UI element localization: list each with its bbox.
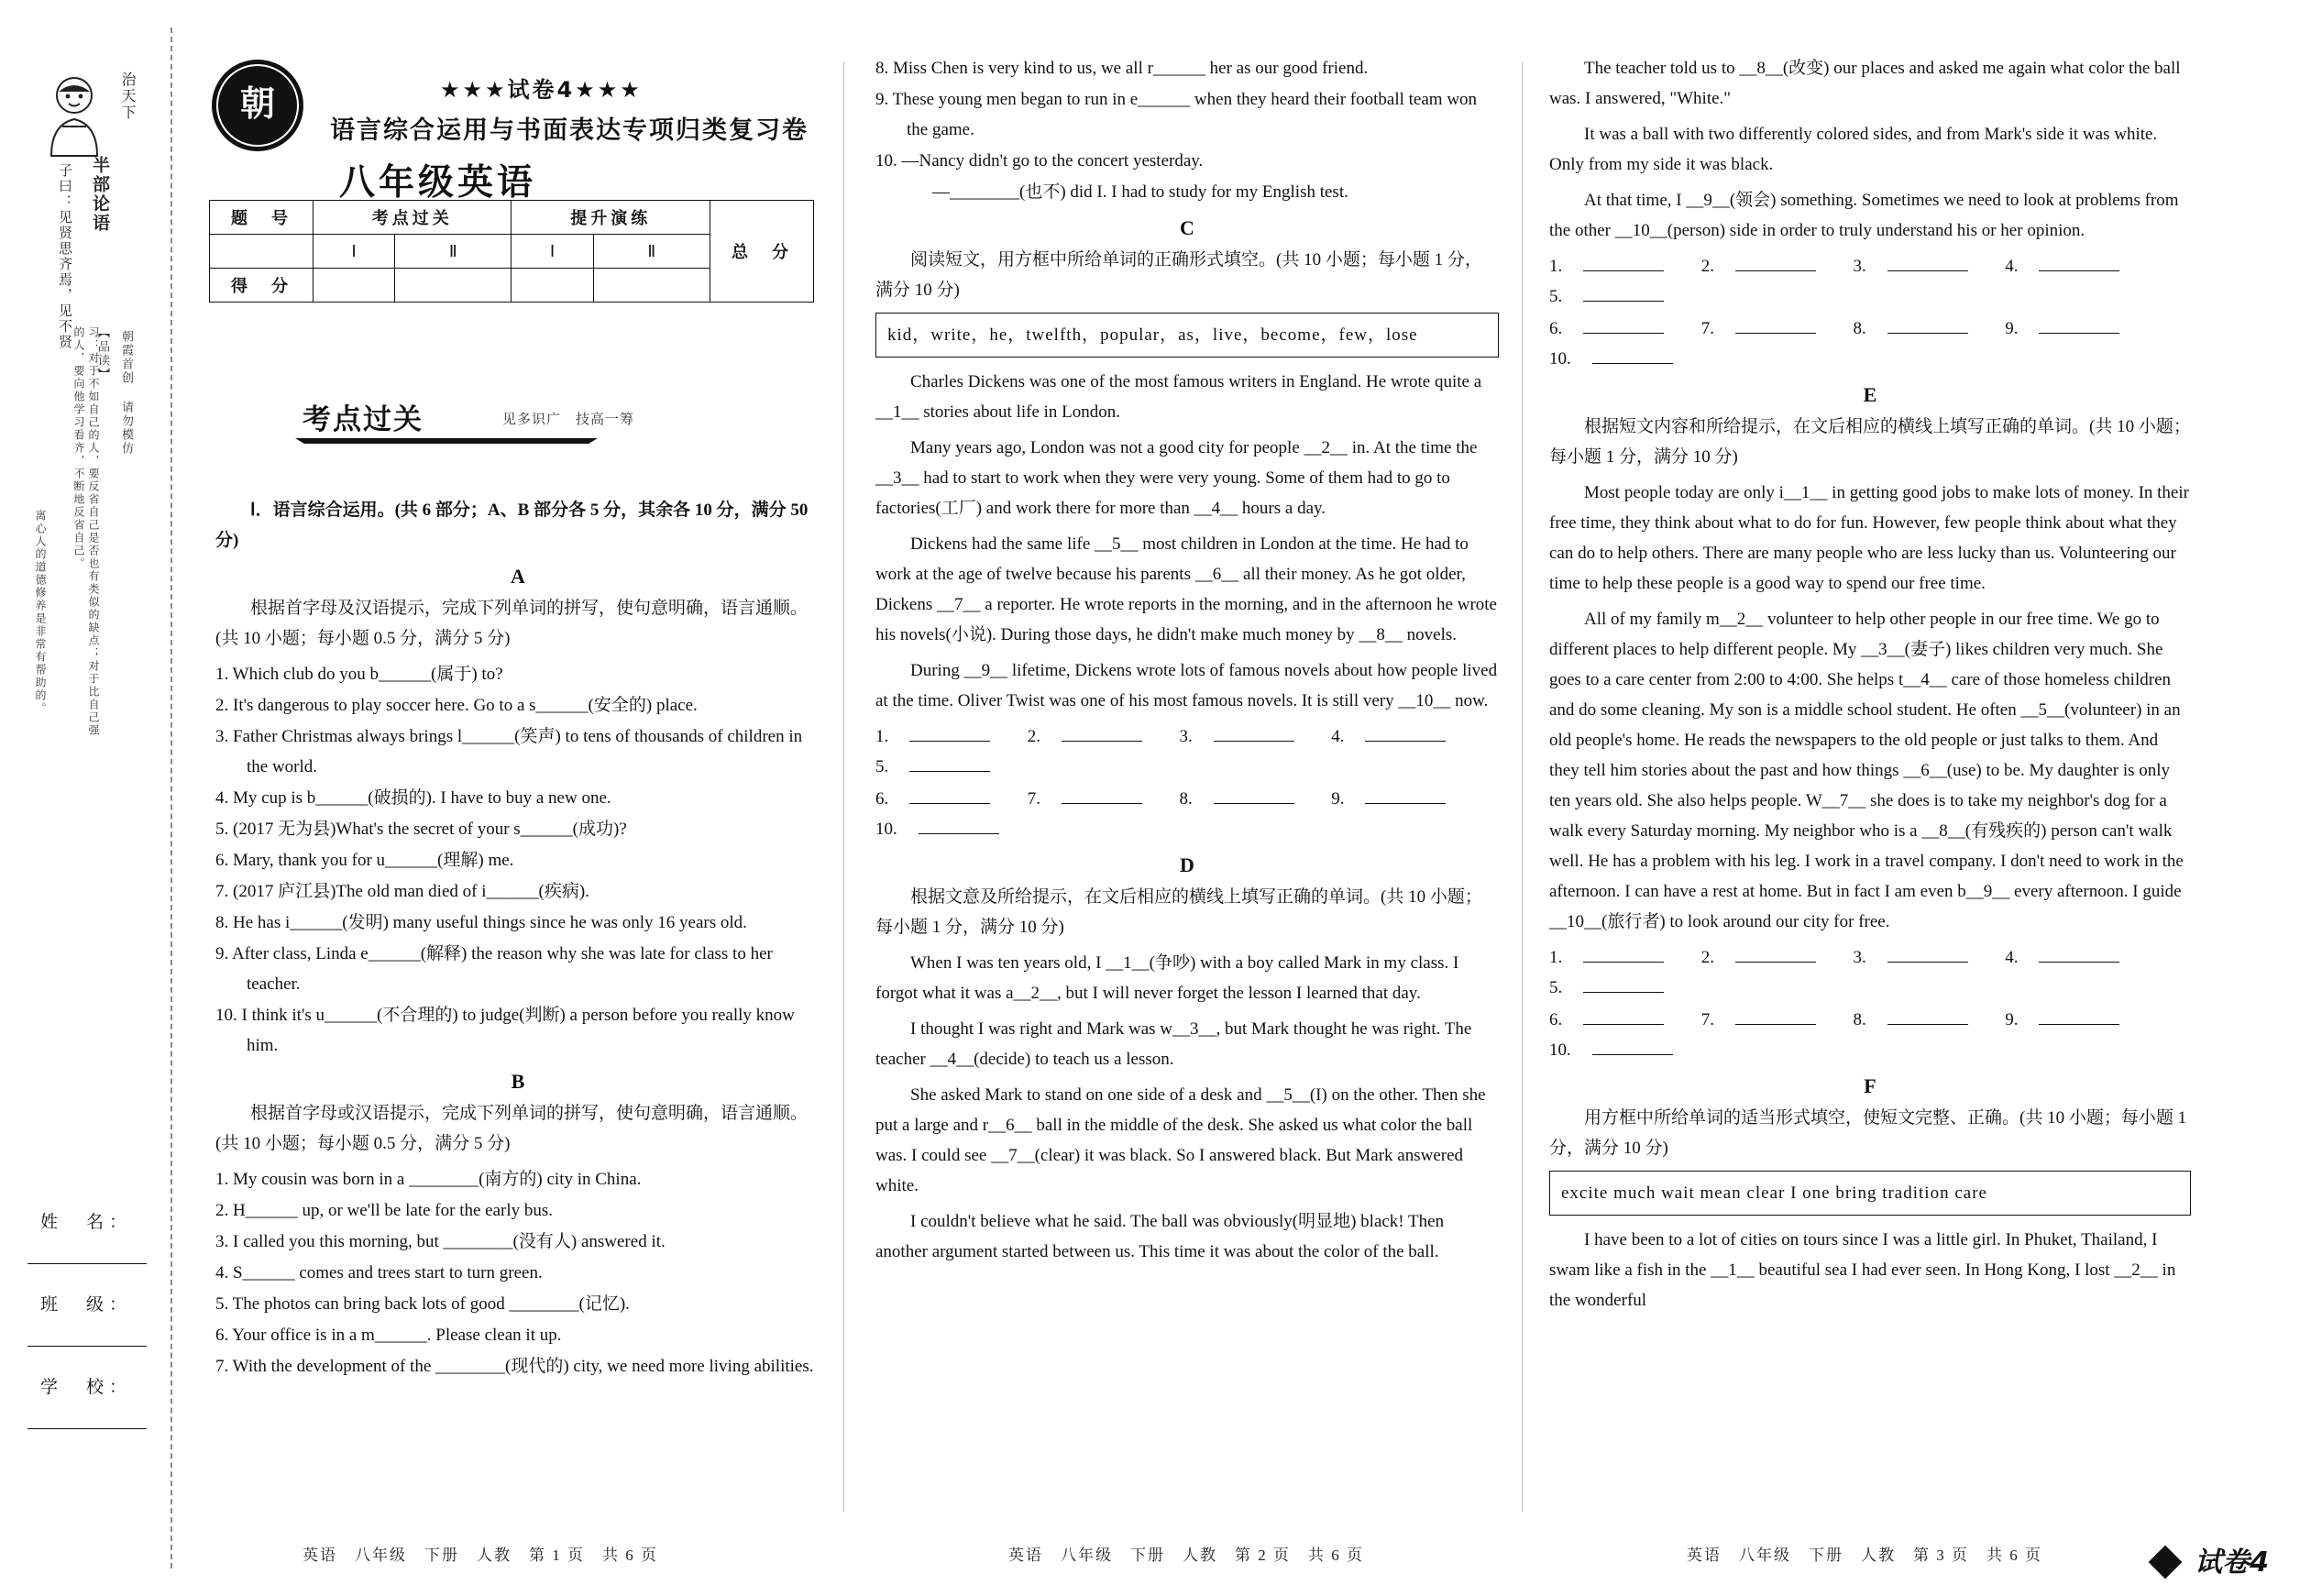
student-class-label: 班 级： — [40, 1295, 133, 1315]
answer-slot: 1. — [875, 721, 1007, 752]
part-b-question-list — [215, 1164, 820, 1381]
score-table-sub-0: Ⅰ — [314, 235, 395, 269]
left-vertical-text-4: 朝霞首创 请勿模仿 — [120, 330, 134, 456]
list-item: 3. I called you this morning, but ________(没有人) answered it. — [215, 1232, 666, 1251]
part-d-paragraph-6: It was a ball with two differently colored sides, and from Mark's side it was white. Only from my side it was black. — [1549, 125, 2158, 174]
list-item: 6. Your office is in a m______. Please clean it up. — [215, 1326, 562, 1345]
student-school-label: 学 校： — [40, 1378, 133, 1397]
column-1 — [215, 495, 820, 1382]
svg-text:朝: 朝 — [239, 83, 276, 124]
answer-slot: 5. — [1549, 973, 1680, 1003]
part-d-answer-row-2[interactable] — [1549, 314, 2191, 374]
list-item: 4. My cup is b______(破损的). I have to buy a new one. — [215, 788, 611, 808]
cut-line-divider — [171, 28, 172, 1568]
student-school-line[interactable] — [28, 1428, 147, 1429]
left-vertical-text-2: 半部论语 — [90, 156, 109, 233]
answer-slot: 6. — [1549, 1005, 1680, 1035]
score-table-group-0: 考点过关 — [314, 201, 512, 235]
score-table-group-1: 提升演练 — [512, 201, 710, 235]
left-vertical-text-3: 子曰：见贤思齐焉，见不贤 — [57, 163, 72, 350]
part-a-heading: A — [511, 565, 525, 588]
part-f-paragraph-1: I have been to a lot of cities on tours since I was a little girl. In Phuket, Thailand, I swam like a fish in the __1__ beautiful sea I had ever seen. In Hong Kong, I lost __2__ in the wonderful — [1549, 1230, 2176, 1310]
footer-page-1: 英语 八年级 下册 人教 第 1 页 共 6 页 — [303, 1546, 658, 1564]
left-vertical-text-1: 治天下 — [119, 72, 135, 121]
mascot-icon — [39, 72, 110, 160]
answer-slot: 5. — [1549, 281, 1680, 312]
keypoint-underline — [295, 438, 598, 444]
part-a-question-list — [215, 659, 820, 1061]
part-d-paragraph-1: When I was ten years old, I __1__(争吵) with a boy called Mark in my class. I forgot what it was a__2__, but I will never forget the lesson I learned that day. — [875, 953, 1459, 1003]
list-item: 5. (2017 无为县)What's the secret of your s______(成功)? — [215, 820, 627, 839]
list-item: 2. It's dangerous to play soccer here. Go to a s______(安全的) place. — [215, 696, 698, 715]
answer-slot: 10. — [1549, 1035, 1689, 1065]
answer-slot: 3. — [1854, 251, 1985, 281]
list-item: 1. My cousin was born in a ________(南方的) city in China. — [215, 1170, 642, 1189]
answer-slot: 10. — [1549, 344, 1689, 374]
part-c-instructions: 阅读短文，用方框中所给单词的正确形式填空。(共 10 小题；每小题 1 分，满分 10 分) — [875, 250, 1482, 300]
part-d-heading: D — [1180, 853, 1194, 876]
part-d-paragraph-5: The teacher told us to __8__(改变) our places and asked me again what color the ball was. I answered, "White." — [1549, 59, 2181, 108]
student-name-label: 姓 名： — [40, 1213, 133, 1232]
answer-slot: 7. — [1701, 314, 1832, 344]
left-margin-strip — [0, 0, 174, 1596]
part-e-heading: E — [1863, 383, 1877, 406]
score-table-row-label-1: 得 分 — [210, 269, 314, 303]
list-item: 2. H______ up, or we'll be late for the early bus. — [215, 1201, 554, 1220]
section-1-heading: Ⅰ．语言综合运用。(共 6 部分；A、B 部分各 5 分，其余各 10 分，满分 50 分) — [215, 501, 809, 550]
answer-slot: 8. — [1854, 314, 1985, 344]
answer-slot: 3. — [1854, 942, 1985, 973]
part-c-paragraph-3: Dickens had the same life __5__ most children in London at the time. He had to work at the age of twelve because his parents __6__ all their money. As he got older, Dickens __7__ a reporter. He wrote reports in the morning, and in the afternoon he wrote his novels(小说). During those days, he didn't make much money by __8__ novels. — [875, 534, 1497, 644]
part-c-paragraph-4: During __9__ lifetime, Dickens wrote lots of famous novels about how people lived at the time. Oliver Twist was one of his most famous novels. It is still very __10__ now. — [875, 661, 1498, 710]
part-f-instructions: 用方框中所给单词的适当形式填空，使短文完整、正确。(共 10 小题；每小题 1 分，满分 10 分) — [1549, 1108, 2187, 1158]
list-item: 10. —Nancy didn't go to the concert yesterday. — [875, 151, 1204, 171]
score-table-group-2: 总 分 — [710, 201, 814, 303]
part-d-paragraph-3: She asked Mark to stand on one side of a desk and __5__(I) on the other. Then she put a large and r__6__ ball in the middle of the desk. She asked us what color the ball was. I could see __7__(clear) it was black. So I answered black. But Mark answered white. — [875, 1085, 1486, 1195]
answer-slot: 4. — [2005, 942, 2136, 973]
part-c-heading: C — [1180, 216, 1194, 239]
score-table — [209, 200, 814, 303]
answer-slot: 9. — [1331, 784, 1462, 814]
list-item: 6. Mary, thank you for u______(理解) me. — [215, 851, 514, 870]
score-cell-0[interactable] — [314, 269, 395, 303]
part-f-heading: F — [1864, 1074, 1876, 1097]
answer-slot: 7. — [1028, 784, 1159, 814]
list-item: 4. S______ comes and trees start to turn green. — [215, 1263, 543, 1282]
part-e-instructions: 根据短文内容和所给提示，在文后相应的横线上填写正确的单词。(共 10 小题；每小题 1 分，满分 10 分) — [1549, 417, 2191, 467]
list-item: 3. Father Christmas always brings l______(笑声) to tens of thousands of children in the world. — [215, 727, 803, 776]
answer-slot: 9. — [2005, 1005, 2136, 1035]
score-table-row-label-0: 题 号 — [210, 201, 314, 235]
left-vertical-text-5: 【品读】 — [96, 326, 110, 381]
answer-slot: 2. — [1701, 942, 1832, 973]
list-item: 8. Miss Chen is very kind to us, we all r______ her as our good friend. — [875, 59, 1369, 78]
part-b-continued-list — [875, 53, 1499, 176]
student-name-line[interactable] — [28, 1263, 147, 1264]
left-vertical-text-7: 离心人的道德修养是非常有帮助的。 — [34, 510, 47, 715]
score-table-sub-2: Ⅰ — [512, 235, 593, 269]
answer-slot: 4. — [2005, 251, 2136, 281]
part-e-paragraph-2: All of my family m__2__ volunteer to help other people in our free time. We go to different places to help different people. My __3__(妻子) likes children very much. She goes to a care center from 2:00 to 4:00. She helps t__4__ care of those homeless children and do some cleaning. My son is a middle school student. He often __5__(volunteer) in an old people's home. He reads the newspapers to the old people or just talks to them. And they tell him stories about the past and how things __6__(use) to be. My daughter is only ten years old. She also helps people. W__7__ she does is to take my neighbor's dog for a walk every Saturday morning. My neighbor who is a __8__(有残疾的) person can't walk well. He has a problem with his leg. I work in a travel company. I don't need to work in the afternoon. I can have a rest at home. But in fact I am even b__9__ every afternoon. I guide __10__(旅行者) to look around our city for free. — [1549, 610, 2184, 931]
score-cell-3[interactable] — [593, 269, 710, 303]
stamp-diamond-icon — [2149, 1546, 2183, 1579]
part-c-answer-row-2[interactable] — [875, 784, 1499, 844]
keypoint-subtitle: 见多识广 技高一筹 — [502, 413, 635, 427]
part-d-paragraph-2: I thought I was right and Mark was w__3__, but Mark thought he was right. The teacher __4__(decide) to teach us a lesson. — [875, 1019, 1472, 1069]
paper-title: 语言综合运用与书面表达专项归类复习卷 — [330, 116, 809, 144]
part-a-instructions: 根据首字母及汉语提示，完成下列单词的拼写，使句意明确，语言通顺。(共 10 小题；每小题 0.5 分，满分 5 分) — [215, 599, 809, 648]
part-f-word-bank: excite much wait mean clear I one bring tradition care — [1549, 1171, 2191, 1216]
answer-slot: 3. — [1180, 721, 1311, 752]
list-item: 10. I think it's u______(不合理的) to judge(判断) a person before you really know him. — [215, 1006, 795, 1055]
keypoint-title: 考点过关 — [303, 403, 424, 436]
part-d-paragraph-7: At that time, I __9__(领会) something. Sometimes we need to look at problems from the other __10__(person) side in order to truly understand his or her opinion. — [1549, 191, 2179, 240]
column-2 — [875, 53, 1499, 1272]
part-d-answer-row-1[interactable] — [1549, 251, 2191, 312]
answer-slot: 1. — [1549, 942, 1680, 973]
list-item: 7. With the development of the ________(现代的) city, we need more living abilities. — [215, 1357, 814, 1376]
list-item: 9. These young men began to run in e______ when they heard their football team won the game. — [875, 90, 1478, 139]
answer-slot: 1. — [1549, 251, 1680, 281]
answer-slot: 9. — [2005, 314, 2136, 344]
score-cell-1[interactable] — [395, 269, 512, 303]
answer-slot: 6. — [875, 784, 1007, 814]
part-b-heading: B — [511, 1070, 525, 1093]
paper-stamp-label: 试卷4 — [2195, 1546, 2269, 1579]
part-e-answer-row-1[interactable] — [1549, 942, 2191, 1003]
part-d-paragraph-4: I couldn't believe what he said. The ball was obviously(明显地) black! Then another argument started between us. This time it was about the color of the ball. — [875, 1212, 1445, 1261]
question-10-response: —________(也不) did I. I had to study for my English test. — [932, 182, 1348, 202]
left-vertical-text-6: 习：对于不如自己的人，要反省自己是否也有类似的缺点；对于比自己强的人，要向他学习看齐，不断地反省自己。 — [72, 326, 100, 737]
student-class-line[interactable] — [28, 1346, 147, 1347]
list-item: 5. The photos can bring back lots of good ________(记忆). — [215, 1294, 630, 1314]
part-c-paragraph-1: Charles Dickens was one of the most famous writers in England. He wrote quite a __1__ stories about life in London. — [875, 372, 1482, 422]
answer-slot: 2. — [1028, 721, 1159, 752]
part-e-paragraph-1: Most people today are only i__1__ in getting good jobs to make lots of money. In their free time, they think about what to do for fun. However, few people think about what they can do to help others. There are many people who are less lucky than us. Volunteering our time to help these people is a good way to spend our free time. — [1549, 483, 2189, 593]
paper-number-label: ★★★试卷4★★★ — [440, 77, 643, 103]
part-b-instructions: 根据首字母或汉语提示，完成下列单词的拼写，使句意明确，语言通顺。(共 10 小题；每小题 0.5 分，满分 5 分) — [215, 1104, 809, 1153]
part-d-instructions: 根据文意及所给提示，在文后相应的横线上填写正确的单词。(共 10 小题；每小题 1 分，满分 10 分) — [875, 887, 1482, 937]
score-cell-2[interactable] — [512, 269, 593, 303]
publisher-logo — [209, 57, 306, 154]
list-item: 8. He has i______(发明) many useful things since he was only 16 years old. — [215, 913, 747, 932]
answer-slot: 8. — [1180, 784, 1311, 814]
footer-page-2: 英语 八年级 下册 人教 第 2 页 共 6 页 — [1008, 1546, 1364, 1564]
answer-slot: 2. — [1701, 251, 1832, 281]
list-item: 9. After class, Linda e______(解释) the reason why she was late for class to her teacher. — [215, 944, 773, 994]
answer-slot: 5. — [875, 752, 1007, 782]
answer-slot: 6. — [1549, 314, 1680, 344]
answer-slot: 7. — [1701, 1005, 1832, 1035]
list-item: 1. Which club do you b______(属于) to? — [215, 665, 503, 684]
answer-slot: 4. — [1331, 721, 1462, 752]
list-item: 7. (2017 庐江县)The old man died of i______(疾病). — [215, 882, 589, 901]
part-e-answer-row-2[interactable] — [1549, 1005, 2191, 1065]
part-c-word-bank: kid，write，he，twelfth，popular，as，live，become，few，lose — [875, 313, 1499, 358]
footer-page-3: 英语 八年级 下册 人教 第 3 页 共 6 页 — [1687, 1546, 2042, 1564]
paper-grade: 八年级英语 — [339, 163, 537, 203]
part-c-answer-row-1[interactable] — [875, 721, 1499, 782]
column-3 — [1549, 53, 2191, 1321]
score-table-sub-1: Ⅱ — [395, 235, 512, 269]
column-divider-2 — [1522, 62, 1523, 1512]
column-divider-1 — [843, 62, 844, 1512]
score-table-sub-3: Ⅱ — [593, 235, 710, 269]
answer-slot: 10. — [875, 814, 1016, 844]
part-c-paragraph-2: Many years ago, London was not a good city for people __2__ in. At the time the __3__ had to start to work when they were very young. Some of them had to go to factories(工厂) and work there for more than __4__ hours a day. — [875, 438, 1478, 518]
answer-slot: 8. — [1854, 1005, 1985, 1035]
score-table-blank-corner — [210, 235, 314, 269]
